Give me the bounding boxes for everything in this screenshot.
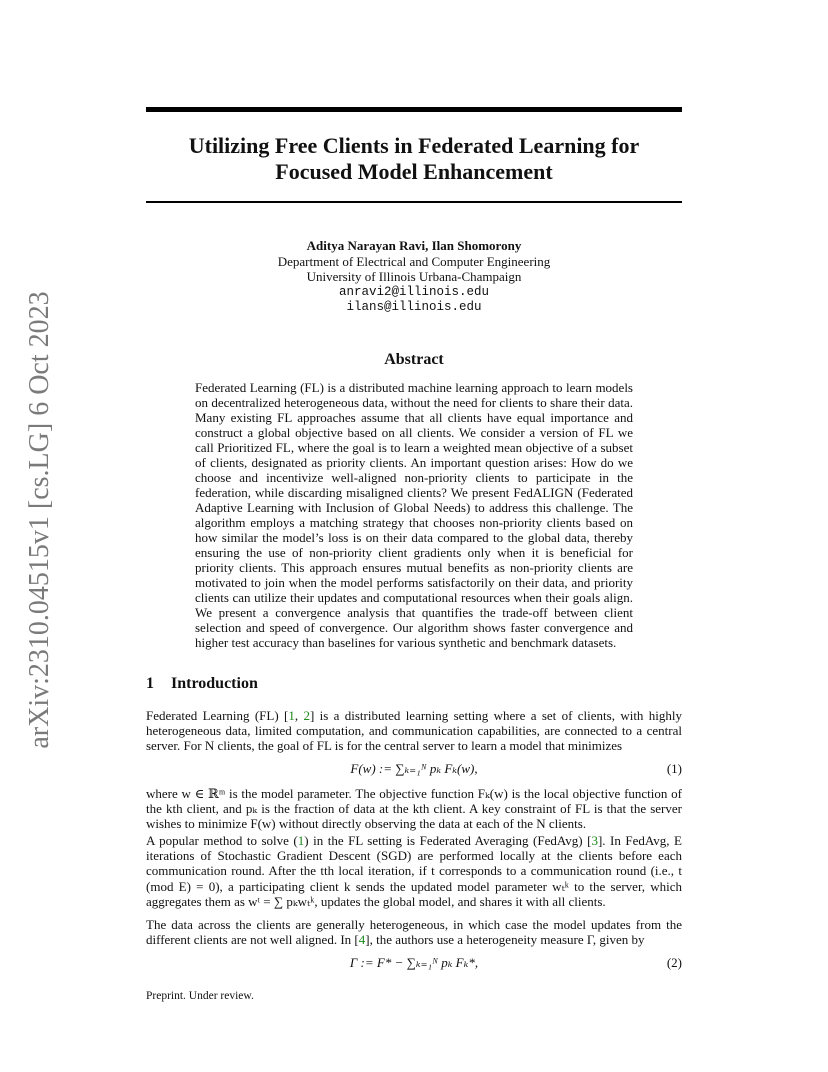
section-number: 1 <box>146 675 154 692</box>
intro-paragraph-1 <box>146 708 682 754</box>
citation-link-4[interactable]: 4 <box>358 932 366 948</box>
text-run: ) in the FL setting is Federated Averaging (FedAvg) [ <box>304 833 592 848</box>
title-bottom-rule <box>146 201 682 203</box>
equation-2 <box>146 955 682 973</box>
text-run: Federated Learning (FL) [ <box>146 708 289 723</box>
equation-1-number: (1) <box>666 761 682 776</box>
author-university: University of Illinois Urbana-Champaign <box>306 269 522 284</box>
arxiv-id: arXiv:2310.04515v1 [cs.LG] 6 Oct 2023 <box>24 291 55 749</box>
title-line-1: Utilizing Free Clients in Federated Learning for <box>188 133 640 158</box>
equation-2-number: (2) <box>666 955 682 970</box>
text-run: , <box>294 708 304 723</box>
section-title: Introduction <box>171 675 258 692</box>
author-department: Department of Electrical and Computer Engineering <box>277 253 551 269</box>
text-run: A popular method to solve ( <box>146 833 298 848</box>
citation-link-2[interactable]: 2 <box>303 708 310 723</box>
author-block <box>146 238 682 316</box>
intro-paragraph-2: where w ∈ ℝᵐ is the model parameter. The objective function Fₖ(w) is the local objective function of the kth client, and pₖ is the fraction of data at the kth client. A key constraint of FL is that the server wishes to minimize F(w) without directly observing the data at each of the N clients. <box>146 786 682 832</box>
author-email-1: anravi2@illinois.edu <box>338 284 490 299</box>
intro-paragraph-3 <box>146 833 682 909</box>
text-run: ], the authors use a heterogeneity measure Γ, given by <box>365 932 645 948</box>
equation-ref-link-1[interactable]: 1 <box>297 833 305 848</box>
text-run: ] is a distributed learning setting where a set of clients, with highly heterogeneous data, limited computation, and communication capabilities, are connected to a central server. For N clients, the goal of FL is for the central server to learn a model that minimizes <box>146 708 682 754</box>
abstract-heading: Abstract <box>384 351 444 368</box>
citation-link-3[interactable]: 3 <box>591 833 598 848</box>
author-names: Aditya Narayan Ravi, Ilan Shomorony <box>306 238 522 253</box>
equation-1 <box>146 761 682 779</box>
author-email-2: ilans@illinois.edu <box>346 300 482 314</box>
text-run: The data across the clients are generally heterogeneous, in which case the model updates from the different clients are not well aligned. In [ <box>146 917 682 948</box>
preprint-footer: Preprint. Under review. <box>146 990 254 1002</box>
paper-title <box>146 133 682 185</box>
text-run: ]. In FedAvg, E iterations of Stochastic Gradient Descent (SGD) are performed locally at the clients before each communication round. After the tth local iteration, if t corresponds to a communication round (i.e., t (mod E) = 0), a participating client k sends the updated model parameter wₜᵏ to the server, which aggregates them as wᵗ = ∑ pₖwₜᵏ, updates the global model, and shares it with all clients. <box>146 833 682 909</box>
title-top-rule <box>146 107 682 112</box>
title-line-2: Focused Model Enhancement <box>275 159 553 184</box>
intro-paragraph-4 <box>146 917 682 947</box>
citation-link-1[interactable]: 1 <box>288 708 295 723</box>
equation-1-body: F(w) := ∑ₖ₌₁ᴺ pₖ Fₖ(w), <box>350 761 478 776</box>
section-heading-introduction <box>146 675 258 693</box>
equation-2-body: Γ := F* − ∑ₖ₌₁ᴺ pₖ Fₖ*, <box>349 955 479 970</box>
abstract-text: Federated Learning (FL) is a distributed machine learning approach to learn models on decentralized heterogeneous data, without the need for clients to share their data. Many existing FL approaches assume that all clients have equal importance and construct a global objective based on all clients. We consider a version of FL we call Prioritized FL, where the goal is to learn a weighted mean objective of a subset of clients, designated as priority clients. An important question arises: How do we choose and incentivize well-aligned non-priority clients to participate in the federation, while discarding misaligned clients? We present FedALIGN (Federated Adaptive Learning with Inclusion of Global Needs) to address this challenge. The algorithm employs a matching strategy that chooses non-priority clients based on how similar the model’s loss is on their data compared to the global data, thereby ensuring the use of non-priority client gradients only when it is beneficial for priority clients. This approach ensures mutual benefits as non-priority clients are motivated to join when the model performs satisfactorily on their data, and priority clients can utilize their updates and computational resources when their goals align. We present a convergence analysis that quantifies the trade-off between client selection and speed of convergence. Our algorithm shows faster convergence and higher test accuracy than baselines for various synthetic and benchmark datasets. <box>195 380 633 650</box>
